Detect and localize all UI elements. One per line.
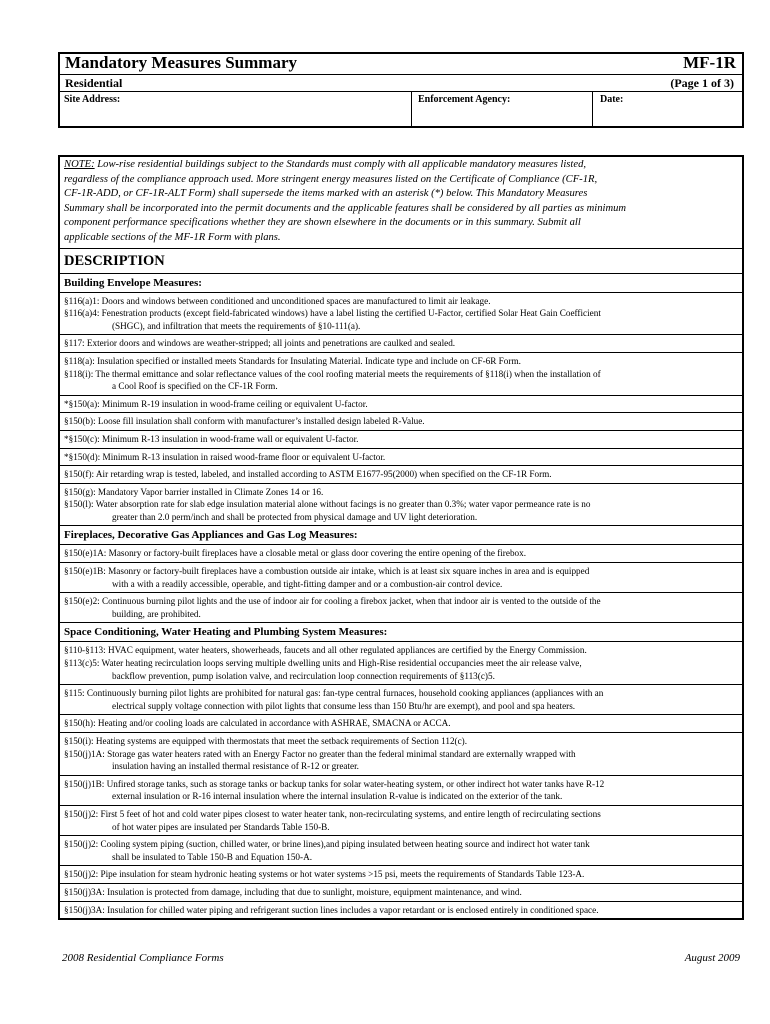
measure-row — [60, 353, 742, 396]
site-address-label: Site Address: — [64, 94, 121, 105]
section-heading: Space Conditioning, Water Heating and Plumbing System Measures: — [60, 623, 742, 642]
enforcement-agency-label: Enforcement Agency: — [418, 94, 511, 105]
measure-row — [60, 449, 742, 467]
form-subtitle: Residential — [65, 76, 123, 90]
field-divider — [411, 92, 412, 126]
measure-row — [60, 484, 742, 527]
measure-text-continued: of hot water pipes are insulated per Standards Table 150-B. — [112, 821, 330, 832]
measure-row — [60, 685, 742, 715]
measure-row — [60, 902, 742, 919]
measure-row — [60, 593, 742, 623]
measure-row — [60, 545, 742, 563]
measure-text: §116(a)1: Doors and windows between conditioned and unconditioned spaces are manufactured to limit air leakage. — [64, 295, 491, 306]
footer-left: 2008 Residential Compliance Forms — [62, 952, 224, 964]
measure-text: §150(j)1A: Storage gas water heaters rated with an Energy Factor no greater than the federal minimal standard are externally wrapped with — [64, 748, 576, 759]
measure-text: §150(l): Water absorption rate for slab edge insulation material alone without facings is no greater than 0.3%; water vapor permeance rate is no — [64, 499, 591, 510]
measure-row — [60, 866, 742, 884]
measure-row — [60, 884, 742, 902]
form-title: Mandatory Measures Summary — [65, 53, 297, 72]
measure-text-continued: shall be insulated to Table 150-B and Equation 150-A. — [112, 851, 312, 862]
measure-row — [60, 431, 742, 449]
note-line: component performance specifications whether they are shown elsewhere in the documents or in this summary. Submit all — [64, 217, 581, 229]
measure-text: §118(i): The thermal emittance and solar reflectance values of the cool roofing material meets the requirements of §118(i) when the installation of — [64, 368, 601, 379]
measure-text: §150(e)1B: Masonry or factory-built fireplaces have a combustion outside air intake, which is at least six square inches in area and is equipped — [64, 566, 590, 577]
section-heading: Building Envelope Measures: — [60, 274, 742, 293]
measure-text: §150(g): Mandatory Vapor barrier installed in Climate Zones 14 or 16. — [64, 486, 324, 497]
measure-text: §150(e)1A: Masonry or factory-built fireplaces have a closable metal or glass door covering the entire opening of the firebox. — [64, 548, 527, 559]
measure-row — [60, 776, 742, 806]
section-heading: Fireplaces, Decorative Gas Appliances and Gas Log Measures: — [60, 526, 742, 545]
measure-text: §150(j)1B: Unfired storage tanks, such as storage tanks or backup tanks for solar water-heating system, or other indirect hot water tanks have R-12 — [64, 778, 605, 789]
measure-text-continued: electrical supply voltage connection with pilot lights that consume less than 150 Btu/hr are exempt), and pool and spa heaters. — [112, 700, 576, 711]
measure-text: §150(b): Loose fill insulation shall conform with manufacturer’s installed design labeled R-Value. — [64, 416, 425, 427]
measure-row — [60, 466, 742, 484]
measure-text-continued: with a with a readily accessible, operable, and tight-fitting damper and or a combustion-air control device. — [112, 578, 503, 589]
note-line: regardless of the compliance approach used. More stringent energy measures listed on the Certificate of Compliance (CF-1R, — [64, 173, 598, 185]
measure-row — [60, 563, 742, 593]
measure-row — [60, 806, 742, 836]
measure-text-continued: (SHGC), and infiltration that meets the requirements of §10-111(a). — [112, 320, 361, 331]
measure-text-continued: building, are prohibited. — [112, 608, 201, 619]
measure-text: §150(i): Heating systems are equipped with thermostats that meet the setback requirements of Section 112(c). — [64, 736, 468, 746]
measure-row — [60, 335, 742, 353]
measure-text-continued: external insulation or R-16 internal insulation where the internal insulation R-value is indicated on the exterior of the tank. — [112, 791, 563, 802]
note-line: Summary shall be incorporated into the permit documents and the applicable features shall be considered by all parties as minimum — [64, 202, 627, 214]
measure-text: *§150(c): Minimum R-13 insulation in wood-frame wall or equivalent U-factor. — [64, 433, 359, 444]
title-row — [60, 54, 742, 75]
measure-row — [60, 413, 742, 431]
measure-text: §150(j)2: Cooling system piping (suction, chilled water, or brine lines),and piping insulated between heating source and indirect hot water tank — [64, 839, 590, 850]
form-header — [58, 52, 744, 128]
measure-text: §150(f): Air retarding wrap is tested, labeled, and installed according to ASTM E1677-95(2000) when specified on the CF-1R Form. — [64, 469, 552, 480]
measure-text: §150(h): Heating and/or cooling loads are calculated in accordance with ASHRAE, SMACNA or ACCA. — [64, 718, 451, 729]
description-heading: DESCRIPTION — [60, 249, 742, 274]
measure-text: §150(j)3A: Insulation for chilled water piping and refrigerant suction lines includes a vapor retardant or is enclosed entirely in conditioned space. — [64, 904, 599, 915]
measure-text: §117: Exterior doors and windows are weather-stripped; all joints and penetrations are caulked and sealed. — [64, 338, 456, 349]
measure-row — [60, 715, 742, 733]
measure-text: §150(e)2: Continuous burning pilot lights and the use of indoor air for cooling a firebox jacket, when that indoor air is vented to the outside of the — [64, 596, 601, 607]
note-block — [60, 157, 742, 249]
form-id: MF-1R — [683, 53, 736, 72]
measure-text-continued: a Cool Roof is specified on the CF-1R Form. — [112, 381, 278, 392]
header-fields — [60, 92, 742, 126]
measures-table — [58, 155, 744, 920]
measure-text: *§150(d): Minimum R-13 insulation in raised wood-frame floor or equivalent U-factor. — [64, 451, 386, 462]
measure-text-continued: backflow prevention, pump isolation valve, and recirculation loop connection requirements of §113(c)5. — [112, 670, 495, 681]
measure-row — [60, 733, 742, 776]
measure-text-continued: greater than 2.0 perm/inch and shall be protected from physical damage and UV light deterioration. — [112, 511, 478, 522]
measure-text: §150(j)2: Pipe insulation for steam hydronic heating systems or hot water systems >15 psi, meets the requirements of Standards Table 123-A. — [64, 869, 585, 880]
field-divider — [592, 92, 593, 126]
note-lead: NOTE: — [64, 159, 95, 170]
footer-right: August 2009 — [684, 952, 740, 964]
measure-row — [60, 293, 742, 336]
note-line: applicable sections of the MF-1R Form with plans. — [64, 231, 281, 243]
note-line: CF-1R-ADD, or CF-1R-ALT Form) shall supersede the items marked with an asterisk (*) below. This Mandatory Measures — [64, 188, 588, 200]
subtitle-row — [60, 75, 742, 92]
measure-text: §113(c)5: Water heating recirculation loops serving multiple dwelling units and High-Rise residential occupancies meet the air release valve, — [64, 658, 582, 669]
measure-text: §110-§113: HVAC equipment, water heaters, showerheads, faucets and all other regulated appliances are certified by the Energy Commission. — [64, 645, 587, 656]
measure-text: *§150(a): Minimum R-19 insulation in wood-frame ceiling or equivalent U-factor. — [64, 398, 368, 409]
date-label: Date: — [600, 94, 624, 105]
measure-row — [60, 642, 742, 685]
measure-text: §116(a)4: Fenestration products (except field-fabricated windows) have a label listing the certified U-Factor, certified Solar Heat Gain Coefficient — [64, 308, 601, 319]
measure-text-continued: insulation having an installed thermal resistance of R-12 or greater. — [112, 761, 359, 772]
measure-text: §150(j)3A: Insulation is protected from damage, including that due to sunlight, moisture, equipment maintenance, and wind. — [64, 886, 522, 897]
measure-text: §150(j)2: First 5 feet of hot and cold water pipes closest to water heater tank, non-recirculating systems, and entire length of recirculating sections — [64, 808, 601, 819]
measure-text: §118(a): Insulation specified or installed meets Standards for Insulating Material. Indicate type and include on CF-6R Form. — [64, 355, 521, 366]
page-indicator: (Page 1 of 3) — [670, 76, 734, 90]
note-line: Low-rise residential buildings subject to the Standards must comply with all applicable mandatory measures listed, — [97, 159, 587, 170]
measure-text: §115: Continuously burning pilot lights are prohibited for natural gas: fan-type central furnaces, household cooking appliances (appliances with an — [64, 688, 604, 699]
sections-container — [60, 274, 742, 919]
measure-row — [60, 836, 742, 866]
measure-row — [60, 396, 742, 414]
